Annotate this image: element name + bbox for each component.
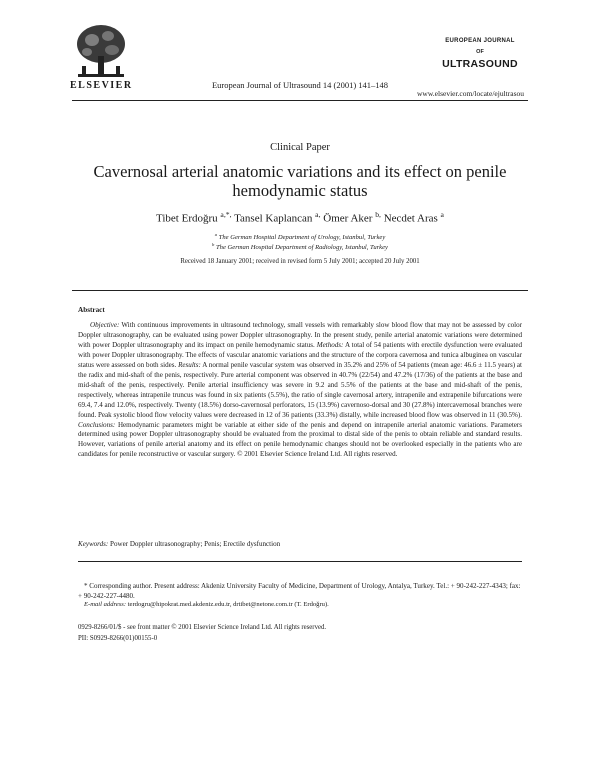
- methods-label: Methods:: [316, 340, 344, 349]
- abstract-heading: Abstract: [78, 306, 105, 314]
- results-label: Results:: [178, 360, 201, 369]
- journal-brand-of: OF: [476, 49, 484, 55]
- abstract-bottom-rule: [78, 561, 522, 562]
- email-label: E-mail address:: [84, 601, 127, 608]
- author-name: Tibet Erdoğru: [156, 212, 218, 225]
- author-mark: a,*,: [220, 210, 232, 219]
- pii-line: PII: S0929-8266(01)00155-0: [78, 635, 158, 642]
- objective-text: With continuous improvements in ultrasound technology, small vessels with remarkably slow blood flow that may not be assessed by color Doppler ultrasonography, can be evaluated using power Doppler ultrasonography. In the present study, penile arterial anatomic variations were determined with power Doppler ultrasonography and its impact on penile hemodynamic status.: [78, 321, 522, 349]
- received-dates: Received 18 January 2001; received in revised form 5 July 2001; accepted 20 July 2001: [180, 258, 420, 265]
- author-mark: b,: [375, 210, 381, 219]
- conclusions-label: Conclusions:: [78, 420, 116, 429]
- author-name: Tansel Kaplancan: [234, 212, 313, 225]
- objective-label: Objective:: [90, 321, 120, 329]
- author-name: Ömer Aker: [323, 212, 373, 225]
- publisher-wordmark: ELSEVIER: [70, 80, 133, 91]
- journal-brand-main: ULTRASOUND: [442, 58, 518, 70]
- affiliation-text: The German Hospital Department of Urology, Istanbul, Turkey: [218, 234, 386, 242]
- email-address[interactable]: terdogru@hipokrat.med.akdeniz.edu.tr, drtibet@netone.com.tr (T. Erdoğru).: [127, 601, 329, 608]
- journal-brand-top: EUROPEAN JOURNAL: [445, 38, 515, 44]
- email-note: [84, 601, 522, 608]
- keywords-text: Power Doppler ultrasonography; Penis; Erectile dysfunction: [110, 540, 281, 548]
- affiliation: [0, 232, 600, 241]
- conclusions-text: Hemodynamic parameters might be variable at either side of the penis and depend on intrapenile arterial anatomic variations. Parameters determined using power Doppler ultrasonography should be evaluated from the proximal to distal side of the penis to obtain reliable and standard results. However, variations of penile arterial anatomy and its effect on penile hemodynamic changes should not be overlooked especially in the patients who are candidates for penile reconstructive or vascular surgery. © 2001 Elsevier Science Ireland Ltd. All rights reserved.: [78, 420, 523, 459]
- keywords-label: Keywords:: [78, 540, 109, 548]
- author-name: Necdet Aras: [383, 212, 438, 225]
- journal-url-link[interactable]: www.elsevier.com/locate/ejultrasou: [417, 89, 524, 98]
- section-label: Clinical Paper: [270, 142, 330, 153]
- corresponding-author-text: * Corresponding author. Present address: Akdeniz University Faculty of Medicine, Department of Urology, Antalya, Turkey. Tel.: + 90-242-227-4343; fax: + 90-242-227-4480.: [78, 582, 521, 600]
- corresponding-author-note: [78, 581, 522, 601]
- abstract-body: [78, 321, 522, 460]
- affiliation-text: The German Hospital Department of Radiology, Istanbul, Turkey: [215, 244, 388, 252]
- keywords: [78, 540, 522, 548]
- methods-text: A total of 54 patients with erectile dysfunction were evaluated with power Doppler ultrasonography. The effects of vascular anatomic variations and the structure of the corpora cavernosa and tunica albuginea on vascular status were assessed on both sides.: [78, 340, 523, 369]
- results-text: A normal penile vascular system was observed in 35.2% and 25% of 54 patients (mean age: 46.6 ± 11.5 years) at the radix and mid-shaft of the penis, respectively. Pure arterial component was observed in 40.7% (22/54) and 47.2% (17/36) of the patients at the base and mid-shaft of the penis, respectively. Penile arterial insufficiency was severe in 9.2 and 5.5% of the patients at the base and mid-shaft of the penis, respectively, whereas intrapenile truncus was found in six patients (5.5%), the ratio of single cavernosal artery, intrapenile and extrapenile bifurcations were 69.4, 7.4 and 12.0%, respectively. Twenty (18.5%) dorso-cavernosal perforators, 15 (13.9%) cavernoso-dorsal and 30 (27.8%) intercavernosal branches were found. Peak systolic blood flow velocity values were decreased in 12 of 36 patients (33.3%) distally, while increased blood flow was observed in 11 (30.5%).: [78, 360, 523, 419]
- abstract-top-rule: [72, 290, 528, 291]
- affiliation-mark: a: [214, 232, 218, 237]
- affiliation: [0, 242, 600, 251]
- copyright-line: 0929-8266/01/$ - see front matter © 2001 Elsevier Science Ireland Ltd. All rights reserved.: [78, 624, 327, 631]
- elsevier-tree-logo: [72, 22, 130, 82]
- author-mark: a,: [315, 210, 321, 219]
- header-rule: [72, 100, 528, 101]
- author-mark: a: [440, 210, 444, 219]
- affiliation-mark: b: [212, 242, 215, 247]
- author-list: [0, 210, 600, 225]
- journal-citation: European Journal of Ultrasound 14 (2001) 141–148: [211, 80, 389, 90]
- article-title: Cavernosal arterial anatomic variations and its effect on penile hemodynamic status: [93, 162, 507, 200]
